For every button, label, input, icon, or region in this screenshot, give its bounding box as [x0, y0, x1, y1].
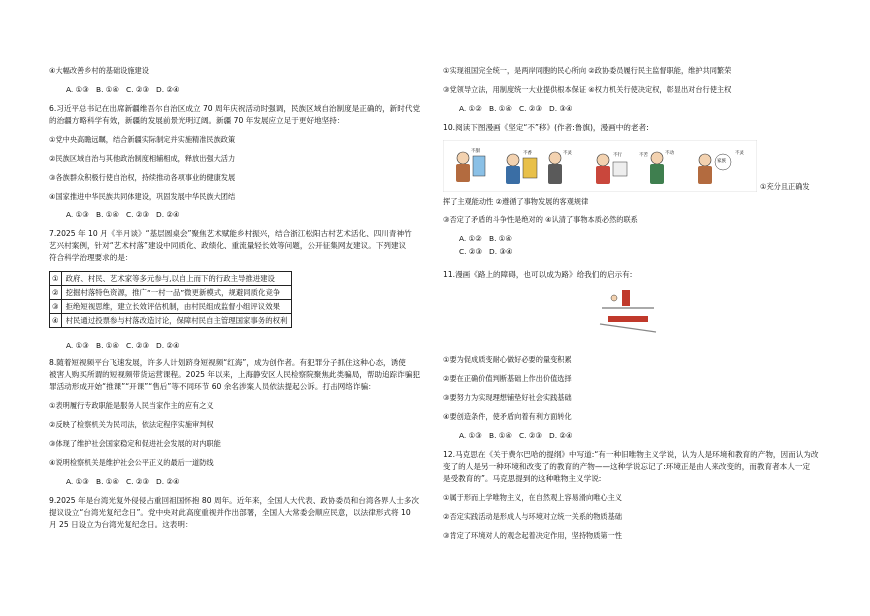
q7-stem-line1: 7.2025 年 10 月《半月谈》“基层圆桌会”聚焦艺术赋能乡村振兴，结合浙江松阳古村艺术活化、四川青神竹: [49, 229, 412, 238]
choice-c[interactable]: C. ②③: [519, 431, 543, 440]
q8-stem-line3: 罪活动形成开始“推课”“开课”“售后”等不同环节 60 余名涉案人员依法提起公诉。打击网络诈骗：: [49, 382, 376, 391]
choice-a[interactable]: A. ①③: [66, 210, 89, 219]
row-text: 挖掘村落特色资源，推广“一村一品”微更新模式，规避同质化竞争: [61, 286, 292, 300]
choice-a[interactable]: A. ①②: [459, 104, 482, 113]
q12-option-3: ③肯定了环境对人的观念起着决定作用，坚持物质第一性: [443, 531, 622, 540]
obstacle-as-bridge: [608, 316, 648, 322]
q8-choices: [66, 477, 186, 486]
choice-b[interactable]: B. ①④: [96, 341, 120, 350]
row-number: ④: [50, 314, 62, 328]
choice-b[interactable]: B. ①④: [96, 85, 120, 94]
q5-option-4: ④大幅改善乡村的基础设施建设: [49, 66, 149, 75]
q9-stem-line1: 9.2025 年是台湾光复外侵侵占重回祖国怀抱 80 周年。近年来，全国人大代表、政协委员和台湾各界人士多次: [49, 496, 420, 505]
q7-options-table: [49, 271, 292, 328]
q7-stem-line3: 符合科学治理要求的是：: [49, 253, 133, 262]
road-obstacle-comic-image: [596, 288, 660, 342]
q9-choices: [459, 104, 579, 113]
comic-label: 不行: [613, 153, 622, 158]
table-row: [50, 314, 292, 328]
row-text: 政府、村民、艺术家等多元参与,以自上而下的行政主导推进建设: [61, 272, 292, 286]
choice-b[interactable]: B. ①④: [96, 210, 120, 219]
q12-stem-line1: 12.马克思在《关于费尔巴哈的提纲》中写道:“有一种旧唯物主义学说，认为人是环境和教育的产物，因而认为改: [443, 450, 819, 459]
comic-figure-3: [548, 152, 562, 184]
q6-option-4: ④国家推进中华民族共同体建设，巩固发展中华民族大团结: [49, 192, 236, 201]
choice-c[interactable]: C. ②③: [126, 341, 150, 350]
q10-options-line3: ③否定了矛盾的斗争性是绝对的 ④认清了事物本质必然的联系: [443, 215, 638, 224]
q6-option-1: ①党中央高瞻远瞩，结合新疆实际制定并实施精准民族政策: [49, 135, 236, 144]
q7-choices: [66, 341, 186, 350]
choice-d[interactable]: D. ③④: [549, 104, 573, 113]
choice-a[interactable]: A. ①③: [66, 477, 89, 486]
q8-option-3: ③体现了维护社会国家稳定和促进社会发展的对内职能: [49, 439, 221, 448]
comic-label: 不苦: [639, 153, 648, 158]
q6-option-3: ③各族群众积极行使自治权，持续推动各项事业的健康发展: [49, 173, 236, 182]
table-row: [50, 272, 292, 286]
q11-option-4: ④要创造条件，使矛盾向着有利方面转化: [443, 412, 572, 421]
q11-choices: [459, 431, 579, 440]
choice-b[interactable]: B. ①④: [96, 477, 120, 486]
choice-c[interactable]: C. ②③: [459, 247, 483, 256]
choice-d[interactable]: D. ②④: [156, 85, 180, 94]
q11-option-2: ②要在正确价值判断基础上作出价值选择: [443, 374, 572, 383]
q9-options-line1: ①实现祖国完全统一，是两岸同胞的民心所向 ②政协委员履行民主监督职能，维护共同繁荣: [443, 66, 732, 75]
q7-stem-line2: 艺兴村案例，针对“艺术村落”建设中同质化、政绩化、重流量轻长效等问题，公开征集网友建议。下列建议: [49, 241, 407, 250]
choice-b[interactable]: B. ①④: [489, 431, 513, 440]
choice-a[interactable]: A. ①③: [66, 341, 89, 350]
q10-stem: 10.阅读下图漫画《坚定“不”移》(作者:鲁旗)，漫画中的老者:: [443, 123, 649, 132]
choice-a[interactable]: A. ①③: [459, 431, 482, 440]
q12-stem-line2: 变了的人是另一种环境和改变了的教育的产物——这种学说忘记了:环境正是由人来改变的，而教育者本人一定: [443, 462, 811, 471]
comic-strip-image: [443, 140, 757, 192]
q8-option-2: ②反映了检察机关为民司法，依法定程序实施审判权: [49, 420, 214, 429]
q8-stem-line2: 被害人购买所谓的短视频带货运营课程。2025 年以来，上海静安区人民检察院聚焦此类骗局，帮助追踪诈骗犯: [49, 370, 421, 379]
q8-option-1: ①表明履行专政职能是服务人民当家作主的应有之义: [49, 401, 214, 410]
row-number: ②: [50, 286, 62, 300]
choice-b[interactable]: B. ①④: [489, 234, 513, 243]
comic-label: 不甜: [471, 149, 480, 154]
choice-d[interactable]: D. ③④: [489, 247, 513, 256]
q5-choices: [66, 85, 186, 94]
q10-option-1-start: ①充分且正确发: [760, 182, 810, 191]
walker-figure: [611, 295, 617, 301]
obstacle-block: [622, 290, 630, 306]
q8-option-4: ④说明检察机关是维护社会公平正义的最后一道防线: [49, 458, 214, 467]
row-text: 村民通过投票参与村落改造讨论，保障村民自主管理国家事务的权利: [61, 314, 292, 328]
q12-stem-line3: 是受教育的”。马克思提到的这种唯物主义学说:: [443, 474, 602, 483]
q6-stem-line2: 的治疆方略科学有效，新疆的发展前景光明辽阔。新疆 70 年发展应立足于更好地坚持：: [49, 116, 345, 125]
choice-d[interactable]: D. ②④: [156, 477, 180, 486]
q10-options-line2: 挥了主观能动性 ②遵循了事物发展的客观规律: [443, 197, 589, 206]
choice-c[interactable]: C. ②③: [126, 85, 150, 94]
comic-label: 不灵: [735, 151, 744, 156]
q10-choices: [459, 234, 519, 256]
choice-a[interactable]: A. ①③: [66, 85, 89, 94]
q12-option-1: ①属于形而上学唯物主义，在自然观上容易滑向唯心主义: [443, 493, 622, 502]
q8-stem-line1: 8.随着短视频平台飞速发展，许多人计划跻身短视频“红海”，成为创作者。有犯罪分子抓住这种心态，诱使: [49, 358, 406, 367]
choice-d[interactable]: D. ②④: [156, 341, 180, 350]
comic-label: 不灵: [563, 151, 572, 156]
road-line: [600, 324, 656, 332]
choice-a[interactable]: A. ①②: [459, 234, 482, 243]
q11-stem: 11.漫画《路上的障碍，也可以成为路》给我们的启示有:: [443, 270, 633, 279]
q11-option-3: ③要努力为实现理想铺垫好社会实践基础: [443, 393, 572, 402]
row-number: ①: [50, 272, 62, 286]
choice-c[interactable]: C. ②③: [126, 477, 150, 486]
comic-label: 不香: [523, 151, 532, 156]
q6-stem-line1: 6.习近平总书记在出席新疆维吾尔自治区成立 70 周年庆祝活动时强调，民族区域自治制度是正确的，新时代党: [49, 104, 421, 113]
row-number: ③: [50, 300, 62, 314]
q6-option-2: ②民族区域自治与其他政治制度相辅相成，释放出强大活力: [49, 154, 236, 163]
q12-option-2: ②否定实践活动是形成人与环境对立统一关系的物质基础: [443, 512, 622, 521]
q6-choices: [66, 210, 186, 219]
choice-d[interactable]: D. ②④: [549, 431, 573, 440]
q9-options-line2: ③党领导立法，用制度统一大业提供根本保证 ④权力机关行使决定权，彰显出对台行使主权: [443, 85, 732, 94]
table-row: [50, 300, 292, 314]
comic-label: 不动: [665, 151, 674, 156]
comic-label: 家族: [717, 159, 726, 164]
comic-figure-5: [650, 152, 664, 184]
row-text: 拒绝短视思维，建立长效评估机制，由村民组成监督小组评议效果: [61, 300, 292, 314]
choice-d[interactable]: D. ②④: [156, 210, 180, 219]
choice-b[interactable]: B. ①④: [489, 104, 513, 113]
choice-c[interactable]: C. ②③: [519, 104, 543, 113]
table-row: [50, 286, 292, 300]
choice-c[interactable]: C. ②③: [126, 210, 150, 219]
q9-stem-line2: 提议设立“台湾光复纪念日”。党中央对此高度重视并作出部署，全国人大常委会顺应民意，以法律形式将 10: [49, 508, 411, 517]
q9-stem-line3: 月 25 日设立为台湾光复纪念日。这表明：: [49, 520, 193, 529]
q11-option-1: ①要为促成质变耐心做好必要的量变积累: [443, 355, 572, 364]
